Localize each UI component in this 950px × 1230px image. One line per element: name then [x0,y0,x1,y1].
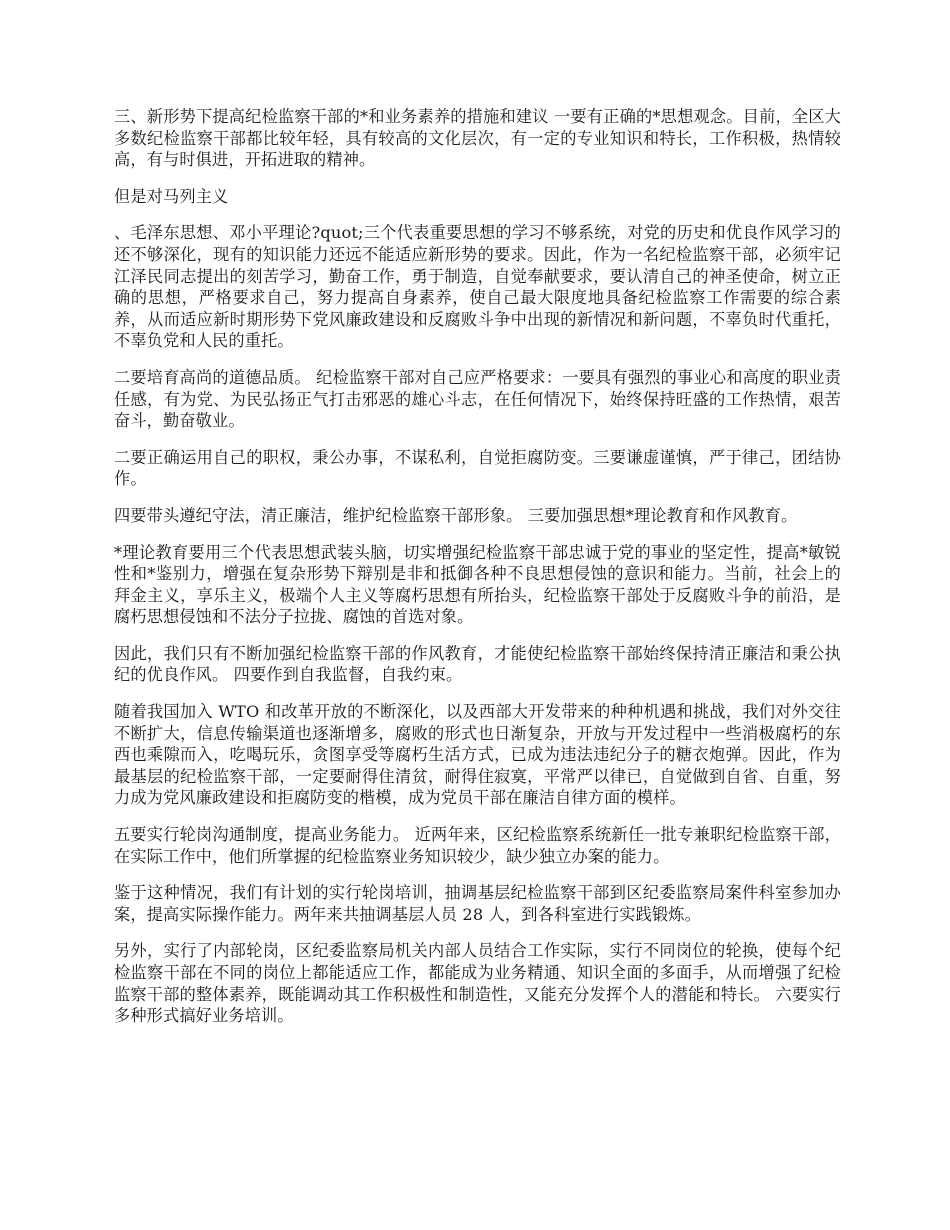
paragraph: 因此，我们只有不断加强纪检监察干部的作风教育，才能使纪检监察干部始终保持清正廉洁和秉公执纪的优良作风。 四要作到自我监督，自我约束。 [114,643,841,685]
paragraph: 随着我国加入 WTO 和改革开放的不断深化，以及西部大开发带来的种种机遇和挑战，我们对外交往不断扩大，信息传输渠道也逐渐增多，腐败的形式也日渐复杂，开放与开发过程中一些消极腐朽的东西也乘隙而入，吃喝玩乐，贪图享受等腐朽生活方式，已成为违法违纪分子的糖衣炮弹。因此，作为最基层的纪检监察干部，一定要耐得住清贫，耐得住寂寞，平常严以律已，自觉做到自省、自重，努力成为党风廉政建设和拒腐防变的楷模，成为党员干部在廉洁自律方面的模样。 [114,702,841,808]
paragraph: 二要培育高尚的道德品质。 纪检监察干部对自己应严格要求：一要具有强烈的事业心和高度的职业责任感，有为党、为民弘扬正气打击邪恶的雄心斗志，在任何情况下，始终保持旺盛的工作热情，艰苦奋斗，勤奋敬业。 [114,367,841,431]
paragraph: *理论教育要用三个代表思想武装头脑，切实增强纪检监察干部忠诚于党的事业的坚定性，提高*敏锐性和*鉴别力，增强在复杂形势下辩别是非和抵御各种不良思想侵蚀的意识和能力。当前，社会上的拜金主义，享乐主义，极端个人主义等腐朽思想有所抬头，纪检监察干部处于反腐败斗争的前沿，是腐朽思想侵蚀和不法分子拉拢、腐蚀的首选对象。 [114,542,841,627]
paragraph: 五要实行轮岗沟通制度，提高业务能力。 近两年来，区纪检监察系统新任一批专兼职纪检监察干部，在实际工作中，他们所掌握的纪检监察业务知识较少，缺少独立办案的能力。 [114,825,841,866]
paragraph: 但是对马列主义 [114,186,229,206]
paragraph: 另外，实行了内部轮岗，区纪委监察局机关内部人员结合工作实际，实行不同岗位的轮换，使每个纪检监察干部在不同的岗位上都能适应工作，都能成为业务精通、知识全面的多面手，从而增强了纪检监察干部的整体素养，既能调动其工作积极性和制造性，又能充分发挥个人的潜能和特长。 六要实行多种形式搞好业务培训。 [114,941,841,1026]
paragraph: 二要正确运用自己的职权，秉公办事，不谋私利，自觉拒腐防变。三要谦虚谨慎，严于律己，团结协作。 [114,447,841,489]
paragraph: 三、新形势下提高纪检监察干部的*和业务素养的措施和建议 一要有正确的*思想观念。目前，全区大多数纪检监察干部都比较年轻，具有较高的文化层次，有一定的专业知识和特长，工作积极，热情较高，有与时俱进，开拓进取的精神。 [114,107,841,170]
document-body [114,106,841,1042]
paragraph: 四要带头遵纪守法，清正廉洁，维护纪检监察干部形象。 三要加强思想*理论教育和作风教育。 [114,505,798,525]
paragraph: 、毛泽东思想、邓小平理论?quot;三个代表重要思想的学习不够系统，对党的历史和优良作风学习的还不够深化，现有的知识能力还远不能适应新形势的要求。因此，作为一名纪检监察干部，必须牢记江泽民同志提出的刻苦学习，勤奋工作，勇于制造，自觉奉献要求，要认清自己的神圣使命，树立正确的思想，严格要求自己，努力提高自身素养，使自己最大限度地具备纪检监察工作需要的综合素养，从而适应新时期形势下党风廉政建设和反腐败斗争中出现的新情况和新问题，不辜负时代重托，不辜负党和人民的重托。 [114,223,841,351]
paragraph: 鉴于这种情况，我们有计划的实行轮岗培训，抽调基层纪检监察干部到区纪委监察局案件科室参加办案，提高实际操作能力。两年来共抽调基层人员 28 人，到各科室进行实践锻炼。 [114,883,841,924]
